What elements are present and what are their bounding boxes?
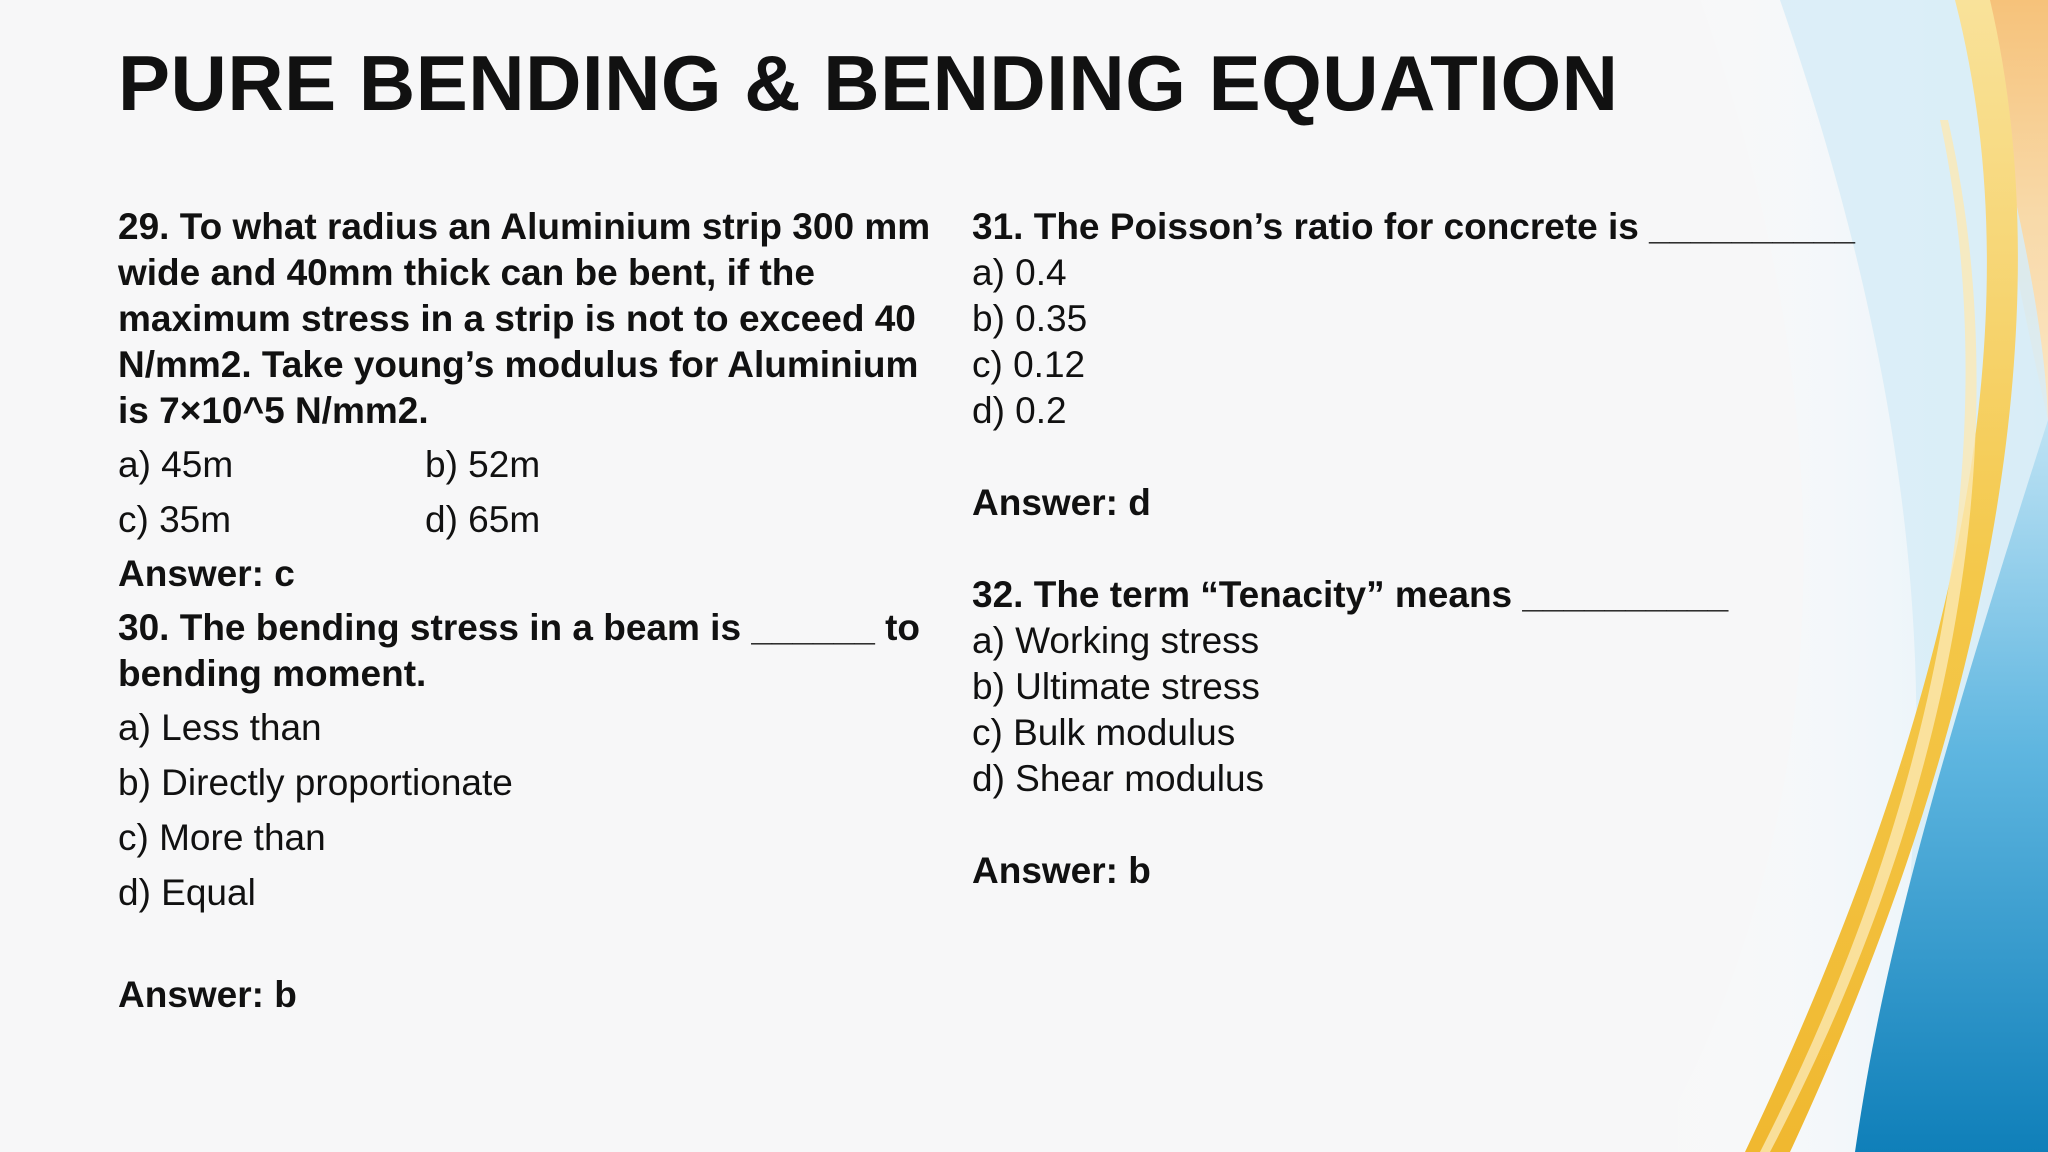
options-grid	[118, 442, 938, 543]
left-column	[118, 204, 938, 1018]
question-32	[972, 572, 1912, 894]
option-a: a) 45m	[118, 444, 234, 485]
option-b: b) 0.35	[972, 298, 1088, 339]
option-b: b) Directly proportionate	[118, 762, 513, 803]
question-30	[118, 605, 938, 1018]
option-b: b) Ultimate stress	[972, 666, 1260, 707]
option-d: d) Equal	[118, 872, 256, 913]
option-c: c) More than	[118, 817, 326, 858]
question-text: 30. The bending stress in a beam is ______ to bending moment.	[118, 607, 920, 694]
answer: Answer: c	[118, 553, 295, 594]
option-c: c) 35m	[118, 499, 232, 540]
options-list	[118, 705, 938, 916]
option-a: a) Less than	[118, 707, 322, 748]
right-column	[972, 204, 1912, 894]
option-c: c) 0.12	[972, 344, 1086, 385]
question-text: 31. The Poisson’s ratio for concrete is __________	[972, 206, 1855, 247]
option-a: a) 0.4	[972, 252, 1067, 293]
option-d: d) 65m	[425, 499, 541, 540]
question-29	[118, 204, 938, 597]
slide-title: PURE BENDING & BENDING EQUATION	[118, 39, 1619, 127]
question-31	[972, 204, 1912, 526]
question-text: 29. To what radius an Aluminium strip 300 mm wide and 40mm thick can be bent, if the maximum stress in a strip is not to exceed 40 N/mm2. Take young’s modulus for Aluminium is 7×10^5 N/mm2.	[118, 206, 931, 431]
answer: Answer: b	[972, 850, 1151, 891]
option-a: a) Working stress	[972, 620, 1260, 661]
option-c: c) Bulk modulus	[972, 712, 1236, 753]
option-b: b) 52m	[425, 444, 541, 485]
option-d: d) 0.2	[972, 390, 1067, 431]
options-list	[972, 250, 1912, 434]
option-d: d) Shear modulus	[972, 758, 1265, 799]
options-list	[972, 618, 1912, 802]
answer: Answer: d	[972, 482, 1151, 523]
answer: Answer: b	[118, 974, 297, 1015]
question-text: 32. The term “Tenacity” means __________	[972, 574, 1729, 615]
